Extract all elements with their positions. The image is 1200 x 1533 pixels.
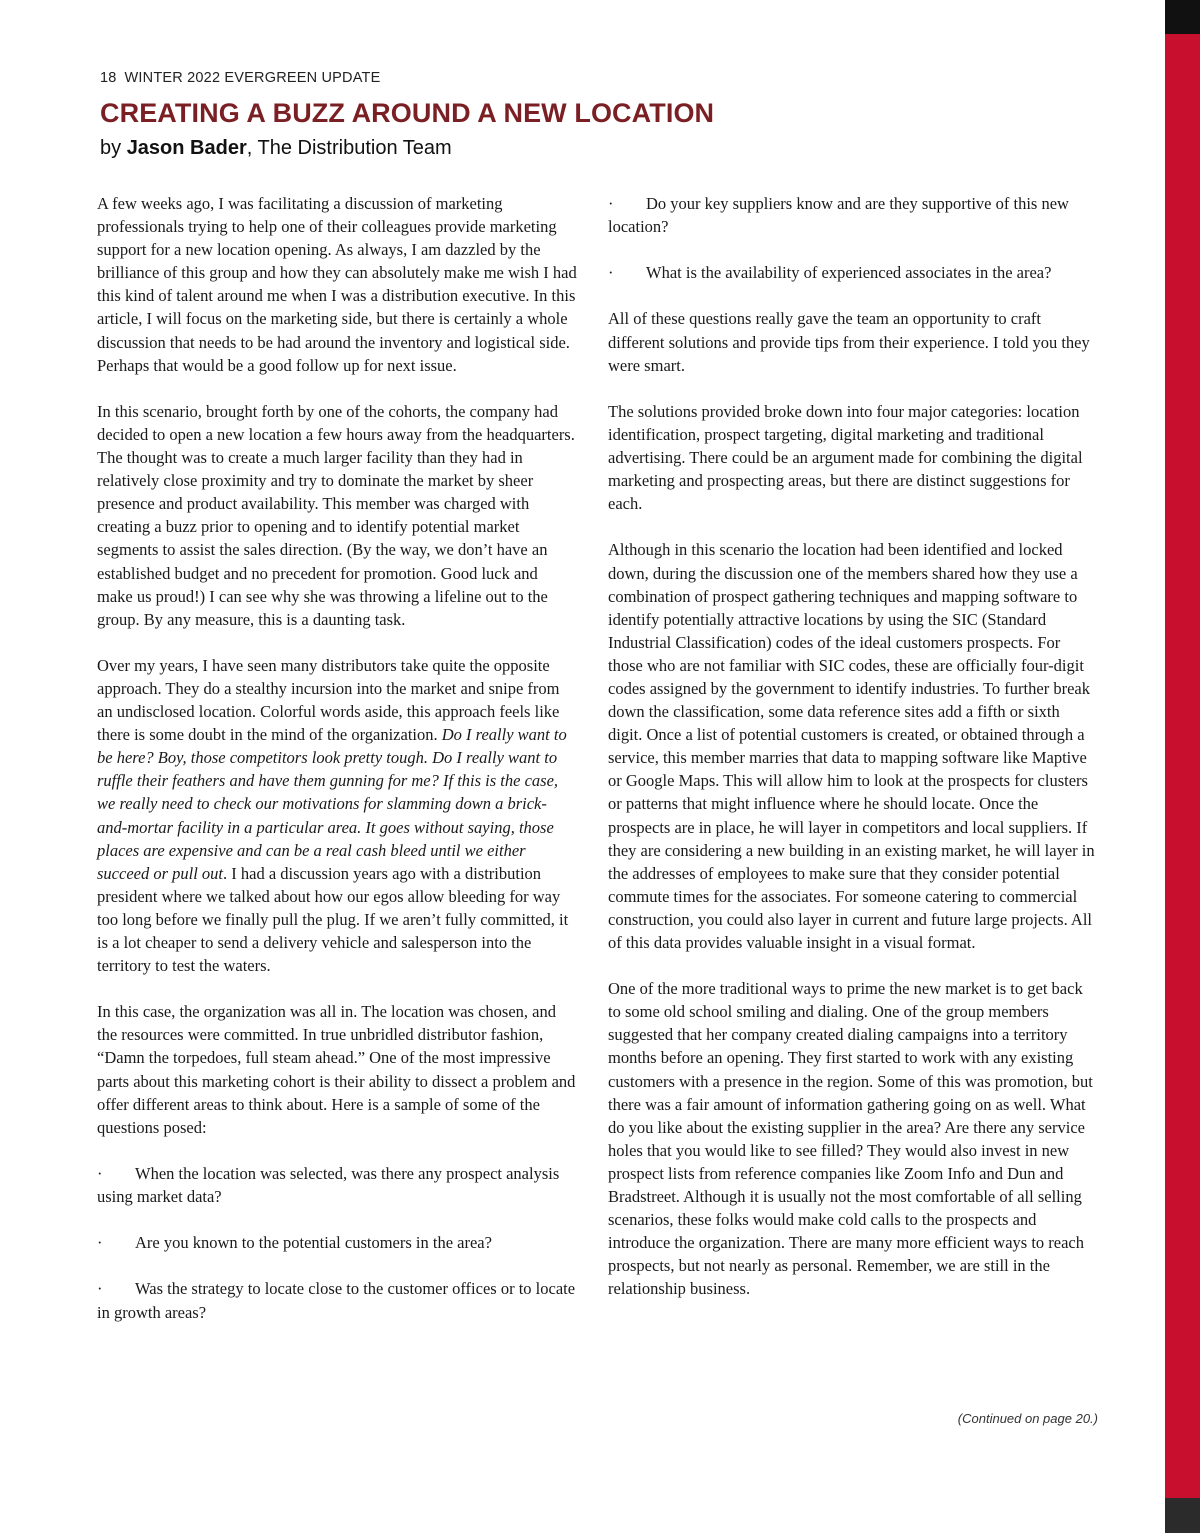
page-number: 18 <box>100 70 117 86</box>
paragraph: All of these questions really gave the team an opportunity to craft different solutions and provide tips from their experience. I told you they were smart. <box>608 309 1090 375</box>
author-affiliation: , The Distribution Team <box>246 137 452 159</box>
paragraph: In this scenario, brought forth by one of the cohorts, the company had decided to open a new location a few hours away from the headquarters. The thought was to create a much larger facility than they had in relatively close proximity and try to dominate the market by sheer presence and product availability. This member was charged with creating a buzz prior to opening and to identify potential market segments to assist the sales direction. (By the way, we don’t have an established budget and no precedent for promotion. Good luck and make us proud!) I can see why she was throwing a lifeline out to the group. By any measure, this is a daunting task. <box>97 401 575 629</box>
paragraph <box>97 654 577 977</box>
bullet-mark: · <box>608 263 614 283</box>
paragraph: In this case, the organization was all in. The location was chosen, and the resources were committed. In true unbridled distributor fashion, “Damn the torpedoes, full steam ahead.” One of the most impressive parts about this marketing cohort is their ability to dissect a problem and offer different areas to think about. Here is a sample of some of the questions posed: <box>97 1002 576 1137</box>
question-bullet <box>608 261 1098 284</box>
paragraph: A few weeks ago, I was facilitating a discussion of marketing professionals trying to help one of their colleagues provide marketing support for a new location opening. As always, I am dazzled by the brilliance of this group and how they can absolutely make me wish I had this kind of talent around me when I was a distribution executive. In this article, I will focus on the marketing side, but there is certainly a whole discussion that needs to be had around the inventory and logistical side. Perhaps that would be a good follow up for next issue. <box>97 194 577 375</box>
bullet-mark: · <box>97 1233 103 1253</box>
byline-prefix: by <box>100 137 122 159</box>
author-name: Jason Bader <box>126 137 247 159</box>
bullet-text: What is the availability of experienced associates in the area? <box>646 263 1052 283</box>
paragraph-text: . I had a discussion years ago with a distribution president where we talked about how our egos allow bleeding for way too long before we finally pull the plug. If we aren’t fully committed, it is a lot cheaper to send a delivery vehicle and salesperson into the territory to test the waters. <box>97 863 569 976</box>
paragraph: One of the more traditional ways to prime the new market is to get back to some old school smiling and dialing. One of the group members suggested that her company created dialing campaigns into a territory months before an opening. They first started to work with any existing customers with a presence in the region. Some of this was promotion, but there was a fair amount of information gathering going on as well. What do you like about the existing supplier in the area? Are there any service holes that you would like to see filled? They would also invest in new prospect lists from reference companies like Zoom Info and Dun and Bradstreet. Although it is usually not the most comfortable of all selling scenarios, these folks would make cold calls to the prospects and introduce the organization. There are many more efficient ways to reach prospects, but not nearly as personal. Remember, we are still in the relationship business. <box>608 979 1093 1299</box>
question-bullet <box>97 1277 577 1323</box>
question-bullet <box>608 192 1098 238</box>
continued-note: (Continued on page 20.) <box>957 1411 1098 1426</box>
issue-name: WINTER 2022 EVERGREEN UPDATE <box>124 70 381 86</box>
bullet-text: Do your key suppliers know and are they supportive of this new location? <box>608 194 1069 237</box>
bullet-mark: · <box>608 194 614 213</box>
byline <box>100 137 452 160</box>
paragraph-text: Over my years, I have seen many distributors take quite the opposite approach. They do a stealthy incursion into the market and snipe from an undisclosed location. Colorful words aside, this approach feels like there is some doubt in the mind of the organization. <box>97 655 560 745</box>
paragraph: The solutions provided broke down into four major categories: location identification, prospect targeting, digital marketing and traditional advertising. There could be an argument made for combining the digital marketing and prospecting areas, but there are distinct suggestions for each. <box>608 401 1083 514</box>
article-title: CREATING A BUZZ AROUND A NEW LOCATION <box>100 98 715 128</box>
bullet-text: Are you known to the potential customers in the area? <box>135 1233 492 1253</box>
sidebar-top-block <box>1165 0 1200 34</box>
bullet-mark: · <box>97 1279 103 1299</box>
left-column <box>97 192 577 1347</box>
paragraph: Although in this scenario the location had been identified and locked down, during the discussion one of the members shared how they use a combination of prospect gathering techniques and mapping software to identify potentially attractive locations by using the SIC (Standard Industrial Classification) codes of the ideal customers prospects. For those who are not familiar with SIC codes, these are officially four-digit codes assigned by the government to identify industries. To further break down the classification, some data reference sites add a fifth or sixth digit. Once a list of potential customers is created, or obtained through a service, this member marries that data to mapping software like Maptive or Google Maps. This will allow him to look at the prospects for clusters or patterns that might influence where he should locate. Once the prospects are in place, he will layer in competitors and local suppliers. If they are considering a new building in an existing market, he will layer in the addresses of employees to make sure that they consider potential commute times for the associates. For someone catering to commercial construction, you could also layer in current and future large projects. All of this data provides valuable insight in a visual format. <box>608 540 1095 952</box>
bullet-text: When the location was selected, was there any prospect analysis using market data? <box>97 1163 560 1207</box>
sidebar-bottom-block <box>1165 1498 1200 1533</box>
question-bullet <box>97 1231 577 1254</box>
bullet-mark: · <box>97 1163 103 1183</box>
sidebar-red-strip <box>1165 34 1200 1498</box>
question-bullet <box>97 1162 577 1208</box>
right-column <box>608 192 1098 1324</box>
running-header <box>100 70 388 86</box>
italic-passage: Do I really want to be here? Boy, those competitors look pretty tough. Do I really want to ruffle their feathers and have them gunning for me? If this is the case, we really need to check our motivations for slamming down a brick-and-mortar facility in a particular area. It goes without saying, those places are expensive and can be a real cash bleed until we either succeed or pull out <box>97 725 567 883</box>
bullet-text: Was the strategy to locate close to the customer offices or to locate in growth areas? <box>97 1279 576 1322</box>
